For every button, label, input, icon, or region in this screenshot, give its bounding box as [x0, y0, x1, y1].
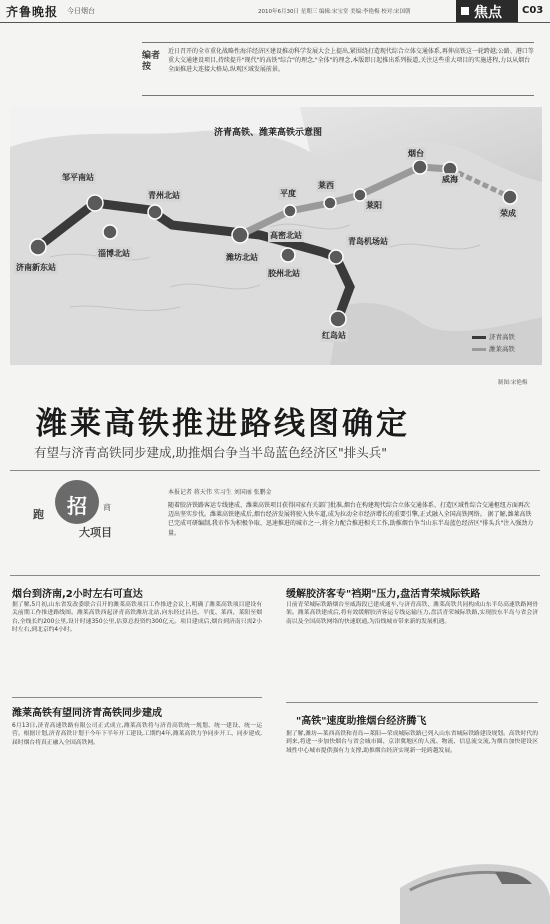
- station-marker-hongdao: [330, 311, 346, 327]
- section-title: 缓解胶济客专"裆期"压力,盘活青荣城际铁路: [286, 589, 481, 600]
- section-body: 日前青荣城际铁路烟台至威海段已建成通车,与济青高铁、潍莱高铁共同构成山东半岛高速铁路网骨架。潍莱高铁建成后,将有效缓解胶济客运专线运输压力,盘活青荣城际铁路,实现胶东半岛与省会济南以及全国高铁网络的快速联通,为沿线城市带来新的发展机遇。: [286, 602, 538, 625]
- section-body: 据了解,5月初,山东省发改委联合召开的潍莱高铁项目工作推进会议上,明确了潍莱高铁项目建设有关前期工作推进路线图。潍莱高铁西起济青高铁潍坊北站,向东经过昌邑、平度、莱西、莱阳至烟台,全线长约200公里,设计时速350公里,估算总投资约300亿元。项目建成后,烟台到济南只需2小时左右,到北京约4小时。: [12, 602, 262, 633]
- land-shape: [10, 131, 542, 365]
- legend-item-jiqing: 济青高铁: [472, 331, 515, 343]
- divider: [10, 470, 540, 471]
- station-marker-qingzhou: [148, 205, 162, 219]
- map-credit: 制图:宋艳梅: [498, 380, 528, 386]
- headline: 潍莱高铁推进路线图确定: [36, 406, 410, 442]
- map-title: 济青高铁、潍莱高铁示意图: [214, 128, 323, 138]
- railway-map: [10, 107, 542, 365]
- column-badge: [33, 480, 153, 550]
- subheadline: 有望与济青高铁同步建成,助推烟台争当半岛蓝色经济区"排头兵": [34, 445, 387, 460]
- station-label-qingzhou: 青州北站: [148, 191, 180, 200]
- editor-note-tag: 编者按: [142, 51, 161, 72]
- station-label-zouping: 邹平南站: [62, 173, 94, 182]
- station-marker-laixi: [324, 197, 336, 209]
- column-name: 今日烟台: [67, 7, 95, 15]
- section-badge: [456, 0, 518, 22]
- legend-swatch-weilai: [472, 348, 486, 351]
- station-marker-gaomi: [281, 248, 295, 262]
- station-label-jiaozhou: 胶州北站: [268, 269, 300, 278]
- station-marker-yantai: [413, 160, 427, 174]
- station-label-laixi: 莱西: [318, 181, 334, 190]
- legend-swatch-jiqing: [472, 336, 486, 339]
- station-marker-zibo: [103, 225, 117, 239]
- station-label-jinan: 济南新东站: [16, 263, 56, 272]
- train-illustration: [400, 828, 550, 924]
- badge-line2: 大项目: [79, 526, 112, 539]
- divider: [10, 575, 540, 576]
- page-header: [0, 0, 550, 23]
- section-title: "高铁"速度助推烟台经济腾飞: [296, 716, 427, 727]
- section-title: 潍莱高铁有望同济青高铁同步建成: [12, 708, 162, 719]
- editor-note: [142, 42, 534, 96]
- station-label-weifang: 潍坊北站: [226, 253, 258, 262]
- newspaper-logo: 齐鲁晚报: [6, 5, 59, 19]
- page-number: C03: [522, 5, 544, 16]
- station-marker-qingdao-airport: [329, 250, 343, 264]
- station-marker-zouping: [87, 195, 103, 211]
- station-label-hongdao: 红岛站: [322, 331, 346, 340]
- badge-side: 商: [103, 503, 111, 512]
- date-line: 2010年6月30日 星期三 编辑:宋宝堂 美编:李艳梅 校对:宋国朝: [258, 9, 411, 15]
- station-marker-pingdu: [284, 205, 296, 217]
- station-label-zibo: 淄博北站: [98, 249, 130, 258]
- divider: [286, 702, 538, 703]
- station-marker-jinan: [30, 239, 46, 255]
- editor-note-text: 近日召开的全市重化战略性海洋经济区建设推动科学发展大会上提出,紧围绕打造现代综合立体交通体系,再伸高铁这一轮跨越;公路、港口等重大交通建设项目,持续提升"现代"的高铁"综合"的理念,"全体"的理念,本版即日起推出系列报道,关注这些重大项目的实施进程,力以从烟台全面推进大连接大格局,纵观区域发展前景。: [168, 48, 534, 73]
- badge-line1: 跑: [33, 508, 44, 521]
- section-body: 6月13日,济青高速铁路有限公司正式成立,潍莱高铁将与济青高铁统一规划、统一建设、统一运营。根据计划,济青高铁计划于今年下半年开工建设,工期约4年,潍莱高铁力争同步开工、同步建成,届时烟台将真正融入全国高铁网。: [12, 723, 262, 746]
- station-label-rongcheng: 荣成: [500, 209, 516, 218]
- station-label-laiyang: 莱阳: [366, 201, 382, 210]
- byline: 本报记者 蒋天伟 实习生 刘国丽 张鹏金: [168, 489, 272, 496]
- badge-char: 招: [67, 494, 87, 518]
- map-legend: [472, 331, 515, 355]
- station-label-gaomi: 高密北站: [270, 231, 302, 240]
- station-label-yantai: 烟台: [408, 149, 424, 158]
- section-title: 烟台到济南,2小时左右可直达: [12, 589, 143, 600]
- station-marker-rongcheng: [503, 190, 517, 204]
- station-marker-weifang: [232, 227, 248, 243]
- station-label-pingdu: 平度: [280, 189, 296, 198]
- section-name: 焦点: [474, 5, 502, 21]
- station-label-weihai: 威海: [442, 175, 458, 184]
- intro-paragraph: 随着胶济铁路客运专线建成、潍莱高铁项目获得国家有关部门批准,烟台在构建现代综合立体交通体系、打造区域性综合交通枢纽方面再次迈出坚实步伐。潍莱高铁建成后,烟台经济发展将驶入快车道,成为拉动全市经济增长的重要引擎,正式融入全国高铁网络。 据了解,潍莱高铁已完成可研编制,我市作为积极争取、迅速推进的城市之一,将全力配合推进相关工作,助推烟台争当山东半岛蓝色经济区"排头兵"注入强劲力量。: [168, 502, 534, 537]
- legend-item-weilai: 潍莱高铁: [472, 343, 515, 355]
- station-label-qingdao-airport: 青岛机场站: [348, 237, 388, 246]
- divider: [12, 697, 262, 698]
- square-icon: [461, 7, 469, 15]
- section-body: 据了解,潍坊—莱西高铁和青岛—莱阳—荣成城际铁路已列入山东省城际铁路建设规划。高铁时代的到来,将进一步加快烟台与省会城市圈、京津冀地区的人流、物流、信息流交流,为烟台加快建设区域性中心城市提供强有力支撑,助推烟台经济实现新一轮跨越发展。: [286, 731, 538, 754]
